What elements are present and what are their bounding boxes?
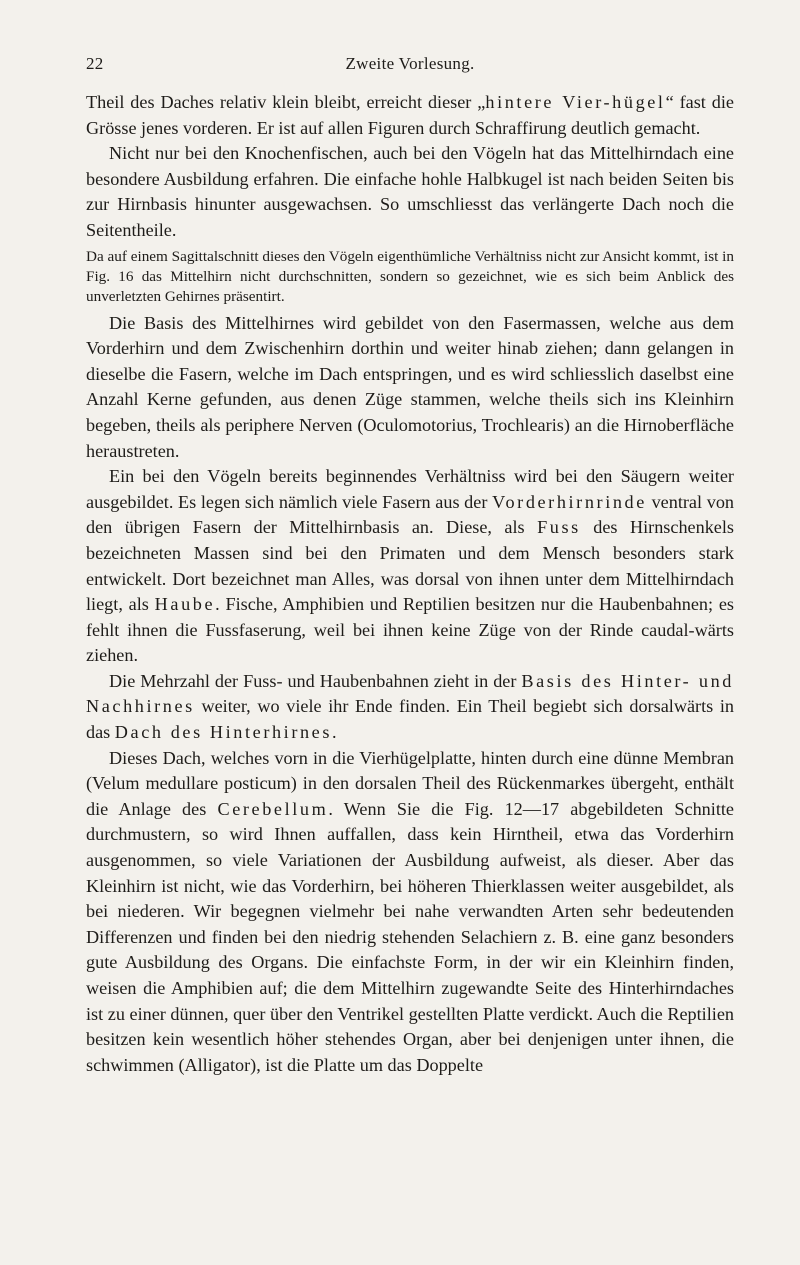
- emphasized-term: Dach des Hinterhirnes: [114, 722, 333, 743]
- text-run: weiter, wo viele ihr Ende finden. Ein Theil begiebt sich dorsalwärts in das: [86, 696, 734, 743]
- body-paragraph: [86, 141, 734, 243]
- text-run: Dieses Dach, welches vorn in die Vierhügelplatte, hinten durch eine dünne Membran (Velum medullare posticum) in den dorsalen Theil des Rückenmarkes übergeht, enthält die Anlage des: [86, 747, 734, 819]
- emphasized-term: Cerebellum: [217, 798, 329, 819]
- text-run: Die Mehrzahl der Fuss- und Haubenbahnen zieht in der: [109, 670, 522, 691]
- book-page: [86, 54, 734, 1078]
- emphasized-term: Fuss: [537, 517, 581, 538]
- text-run: Die Basis des Mittelhirnes wird gebildet von den Fasermassen, welche aus dem Vorderhirn und dem Zwischenhirn dorthin und weiter hinab ziehen; dann gelangen in dieselbe die Fasern, welche im Dach entspringen, und es wird schliesslich daselbst eine Anzahl Kerne gefunden, aus denen Züge stammen, welche theils sich ins Kleinhirn begeben, theils als periphere Nerven (Oculomotorius, Trochlearis) an die Hirnoberfläche heraustreten.: [86, 312, 734, 461]
- text-run: Ein bei den Vögeln bereits beginnendes Verhältniss wird bei den Säugern weiter ausgebildet. Es legen sich nämlich viele Fasern aus der: [86, 466, 734, 512]
- running-title: Zweite Vorlesung.: [345, 54, 475, 73]
- page-header: [86, 54, 734, 84]
- text-run: Theil des Daches relativ klein bleibt, erreicht dieser „: [86, 92, 486, 112]
- footnote-paragraph: [86, 247, 734, 307]
- body-paragraph: [86, 464, 734, 669]
- text-run: Nicht nur bei den Knochenfischen, auch bei den Vögeln hat das Mittelhirndach eine besondere Ausbildung erfahren. Die einfache hohle Halbkugel ist nach beiden Seiten bis zur Hirnbasis hinunter ausgewachsen. So umschliesst das verlängerte Dach noch die Seitentheile.: [86, 143, 734, 240]
- text-run: . Fische, Amphibien und Reptilien besitzen nur die Haubenbahnen; es fehlt ihnen die Fussfaserung, weil bei ihnen keine Züge von der Rinde caudal-wärts ziehen.: [86, 594, 735, 666]
- emphasized-term: Haube: [154, 594, 216, 615]
- text-run: des Hirnschenkels bezeichneten Massen sind bei den Primaten und dem Mensch besonders stark entwickelt. Dort bezeichnet man Alles, was dorsal von ihnen unter dem Mittelhirndach liegt, als: [86, 517, 734, 615]
- text-run: ventral von den übrigen Fasern der Mittelhirnbasis an. Diese, als: [86, 491, 735, 538]
- body-paragraph: [86, 311, 734, 465]
- body-paragraph: [86, 90, 734, 141]
- page-number: 22: [86, 54, 104, 73]
- text-run: . Wenn Sie die Fig. 12—17 abgebildeten Schnitte durchmustern, so wird Ihnen auffallen, dass kein Hirntheil, etwa das Vorderhirn ausgenommen, so viele Variationen der Ausbildung aufweist, als dieser. Aber das Kleinhirn ist nicht, wie das Vorderhirn, bei höheren Thierklassen weiter ausgebildet, als bei niederen. Wir begegnen vielmehr bei nahe verwandten Arten sehr bedeutenden Differenzen und finden bei den niedrig stehenden Selachiern z. B. eine ganz besonders gute Ausbildung des Organs. Die einfachste Form, in der wir ein Kleinhirn finden, weisen die Amphibien auf; die dem Mittelhirn zugewandte Seite des Hinterhirndaches ist zu einer dünnen, quer über den Ventrikel gestellten Platte verdickt. Auch die Reptilien besitzen kein wesentlich höher stehendes Organ, aber bei denjenigen unter ihnen, die schwimmen (Alligator), ist die Platte um das Doppelte: [86, 798, 734, 1075]
- body-paragraph: [86, 669, 734, 746]
- text-run: “ fast die Grösse jenes vorderen. Er ist auf allen Figuren durch Schraffirung deutlich gemacht.: [86, 92, 734, 138]
- text-run: .: [332, 722, 337, 743]
- emphasized-term: Basis des Hinter- und Nachhirnes: [86, 670, 734, 717]
- emphasized-term: hintere Vier-hügel: [485, 92, 666, 112]
- emphasized-term: Vorderhirnrinde: [492, 491, 647, 512]
- body-text: [86, 90, 734, 1078]
- body-paragraph: [86, 746, 734, 1079]
- text-run: Da auf einem Sagittalschnitt dieses den Vögeln eigenthümliche Verhältniss nicht zur Ansicht kommt, ist in Fig. 16 das Mittelhirn nicht durchschnitten, sondern so gezeichnet, wie es sich beim Anblick des unverletzten Gehirnes präsentirt.: [86, 247, 734, 305]
